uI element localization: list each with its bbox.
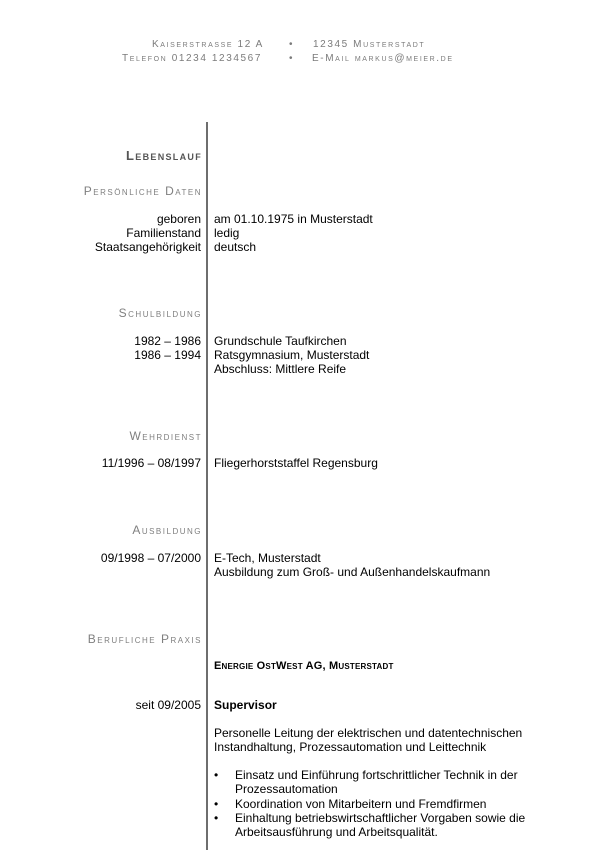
- list-item-text: Koordination von Mitarbeitern und Fremdfirmen: [235, 797, 487, 811]
- section-heading-school: Schulbildung: [118, 306, 202, 320]
- value-born: am 01.10.1975 in Musterstadt: [214, 212, 373, 226]
- label-born: geboren: [156, 212, 201, 226]
- list-item: [214, 811, 544, 839]
- section-heading-training: Ausbildung: [132, 523, 202, 537]
- bullet-icon: •: [214, 768, 219, 782]
- separator-dot: •: [289, 53, 295, 64]
- section-heading-personal: Persönliche Daten: [83, 184, 202, 198]
- school-name: Ratsgymnasium, Musterstadt: [214, 348, 370, 362]
- training-description: Ausbildung zum Groß- und Außenhandelskaufmann: [214, 565, 491, 579]
- label-nationality: Staatsangehörigkeit: [94, 240, 201, 254]
- label-marital-status: Familienstand: [126, 226, 201, 240]
- school-degree: Abschluss: Mittlere Reife: [214, 362, 347, 376]
- separator-dot: •: [289, 39, 295, 50]
- school-name: Grundschule Taufkirchen: [214, 334, 347, 348]
- list-item-text: Einsatz und Einführung fortschrittlicher Technik in der Prozessautomation: [235, 768, 518, 796]
- job-role: Supervisor: [214, 698, 277, 712]
- military-unit: Fliegerhorststaffel Regensburg: [214, 456, 378, 470]
- section-heading-practice: Berufliche Praxis: [87, 632, 202, 646]
- job-period: seit 09/2005: [135, 698, 201, 712]
- company-name: Energie OstWest AG, Musterstadt: [214, 660, 394, 672]
- list-item-text: Einhaltung betriebswirtschaftlicher Vorgaben sowie die Arbeitsausführung und Arbeitsqualität.: [235, 811, 526, 839]
- address-street: Kaiserstrasse 12 A: [152, 39, 264, 50]
- bullet-icon: •: [214, 811, 219, 825]
- training-period: 09/1998 – 07/2000: [100, 551, 201, 565]
- value-marital-status: ledig: [214, 226, 240, 240]
- page-title: Lebenslauf: [126, 148, 202, 163]
- phone-number: Telefon 01234 1234567: [122, 53, 263, 64]
- value-nationality: deutsch: [214, 240, 257, 254]
- vertical-divider: [206, 122, 208, 850]
- school-period: 1986 – 1994: [134, 348, 201, 362]
- bullet-icon: •: [214, 797, 219, 811]
- address-city: 12345 Musterstadt: [313, 39, 426, 50]
- training-institution: E-Tech, Musterstadt: [214, 551, 321, 565]
- list-item: [214, 768, 544, 796]
- section-heading-military: Wehrdienst: [129, 429, 202, 443]
- job-description: Personelle Leitung der elektrischen und datentechnischen: [214, 726, 523, 740]
- military-period: 11/1996 – 08/1997: [101, 456, 201, 470]
- list-item: [214, 797, 544, 811]
- email-address: E-Mail markus@meier.de: [312, 53, 454, 64]
- job-description: Instandhaltung, Prozessautomation und Leittechnik: [214, 740, 487, 754]
- school-period: 1982 – 1986: [134, 334, 201, 348]
